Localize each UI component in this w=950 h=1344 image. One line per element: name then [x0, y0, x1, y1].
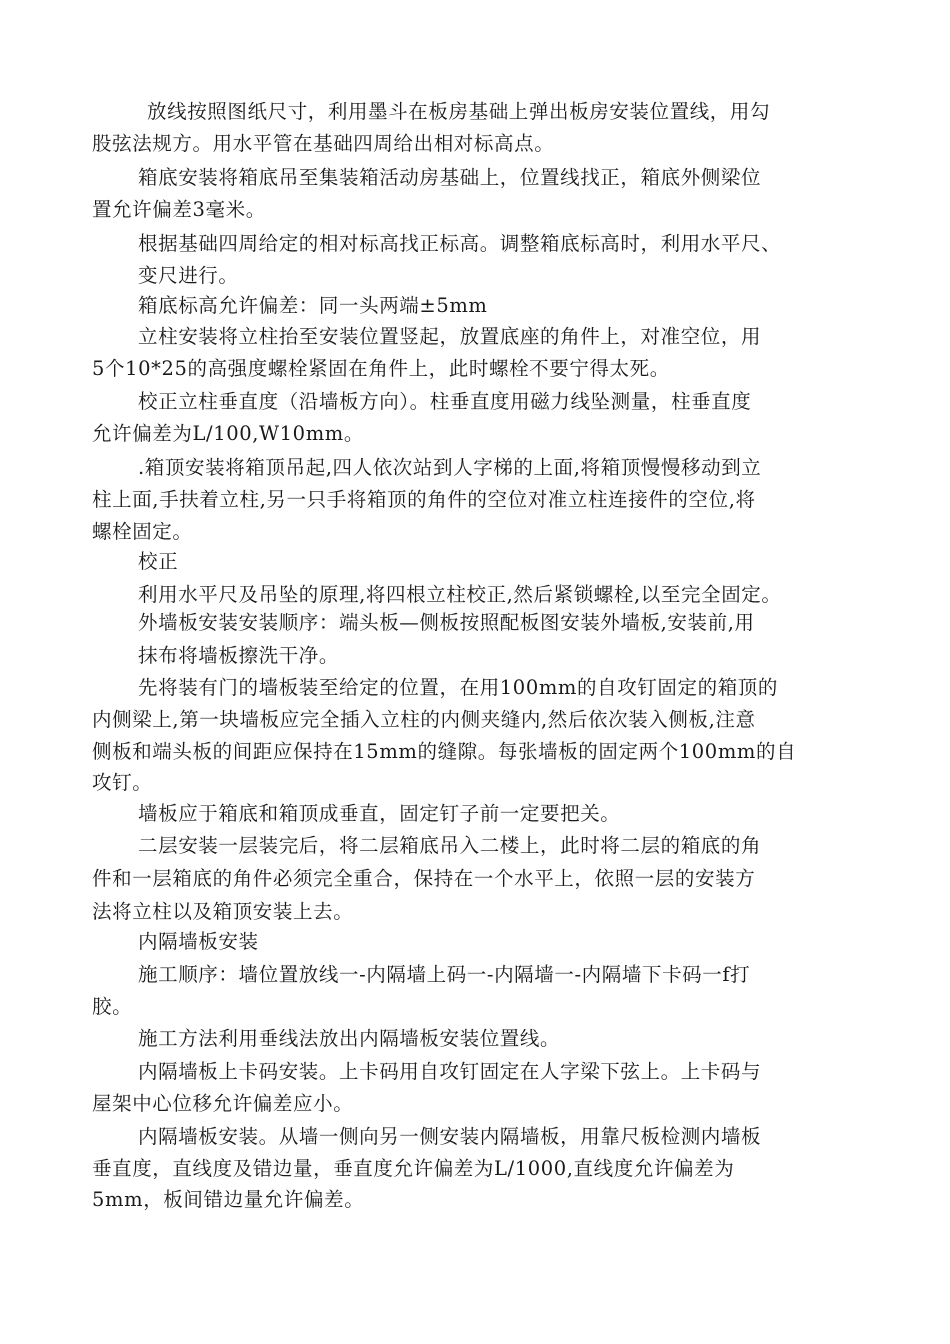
text-line: 5个10*25的高强度螺栓紧固在角件上，此时螺栓不要宁得太死。 [92, 357, 670, 380]
text-line: 校正立柱垂直度（沿墙板方向）。柱垂直度用磁力线坠测量，柱垂直度 [138, 390, 752, 413]
text-line: 置允许偏差3毫米。 [92, 198, 266, 221]
text-line: 先将装有门的墙板装至给定的位置，在用100mm的自攻钉固定的箱顶的 [138, 676, 779, 699]
text-line: 法将立柱以及箱顶安装上去。 [92, 900, 354, 923]
text-line: 股弦法规方。用水平管在基础四周给出相对标高点。 [92, 132, 555, 155]
text-line: 内隔墙板安装 [138, 930, 259, 953]
text-line: 施工顺序：墙位置放线一-内隔墙上码一-内隔墙一-内隔墙下卡码一f打 [138, 963, 751, 986]
text-line: 内隔墙板上卡码安装。上卡码用自攻钉固定在人字梁下弦上。上卡码与 [138, 1060, 762, 1083]
text-line: 屋架中心位移允许偏差应小。 [92, 1092, 354, 1115]
text-line: 施工方法利用垂线法放出内隔墙板安装位置线。 [138, 1027, 561, 1050]
text-line: 螺栓固定。 [92, 520, 193, 543]
text-line: 外墙板安装安装顺序：端头板—侧板按照配板图安装外墙板,安装前,用 [138, 611, 755, 634]
text-line: 5mm，板间错边量允许偏差。 [92, 1188, 365, 1211]
text-line: 件和一层箱底的角件必须完全重合，保持在一个水平上，依照一层的安装方 [92, 867, 756, 890]
text-line: 允许偏差为L/100,W10mm。 [92, 422, 364, 445]
text-line: .箱顶安装将箱顶吊起,四人依次站到人字梯的上面,将箱顶慢慢移动到立 [138, 456, 762, 479]
text-line: 内侧梁上,第一块墙板应完全插入立柱的内侧夹缝内,然后依次装入侧板,注意 [92, 708, 756, 731]
text-line: 立柱安装将立柱抬至安装位置竖起，放置底座的角件上，对准空位，用 [138, 325, 762, 348]
text-line: 箱底标高允许偏差：同一头两端±5mm [138, 294, 488, 317]
text-line: 墙板应于箱底和箱顶成垂直，固定钉子前一定要把关。 [138, 802, 621, 825]
text-line: 垂直度，直线度及错边量，垂直度允许偏差为L/1000,直线度允许偏差为 [92, 1157, 735, 1180]
text-line: 内隔墙板安装。从墙一侧向另一侧安装内隔墙板，用靠尺板检测内墙板 [138, 1125, 762, 1148]
text-line: 胶。 [92, 995, 133, 1018]
text-line: 校正 [138, 550, 179, 573]
text-line: 二层安装一层装完后，将二层箱底吊入二楼上，此时将二层的箱底的角 [138, 834, 762, 857]
text-line: 变尺进行。 [138, 264, 239, 287]
text-line: 抹布将墙板擦洗干净。 [138, 644, 340, 667]
text-line: 箱底安装将箱底吊至集装箱活动房基础上，位置线找正，箱底外侧梁位 [138, 166, 762, 189]
text-line: 柱上面,手扶着立柱,另一只手将箱顶的角件的空位对准立柱连接件的空位,将 [92, 488, 756, 511]
text-line: 侧板和端头板的间距应保持在15mm的缝隙。每张墙板的固定两个100mm的自 [92, 740, 797, 763]
text-line: 利用水平尺及吊坠的原理,将四根立柱校正,然后紧锁螺栓,以至完全固定。 [138, 583, 782, 606]
text-line: 放线按照图纸尺寸，利用墨斗在板房基础上弹出板房安装位置线，用勾 [147, 100, 771, 123]
text-line: 根据基础四周给定的相对标高找正标高。调整箱底标高时，利用水平尺、 [138, 232, 782, 255]
text-line: 攻钉。 [92, 771, 153, 794]
